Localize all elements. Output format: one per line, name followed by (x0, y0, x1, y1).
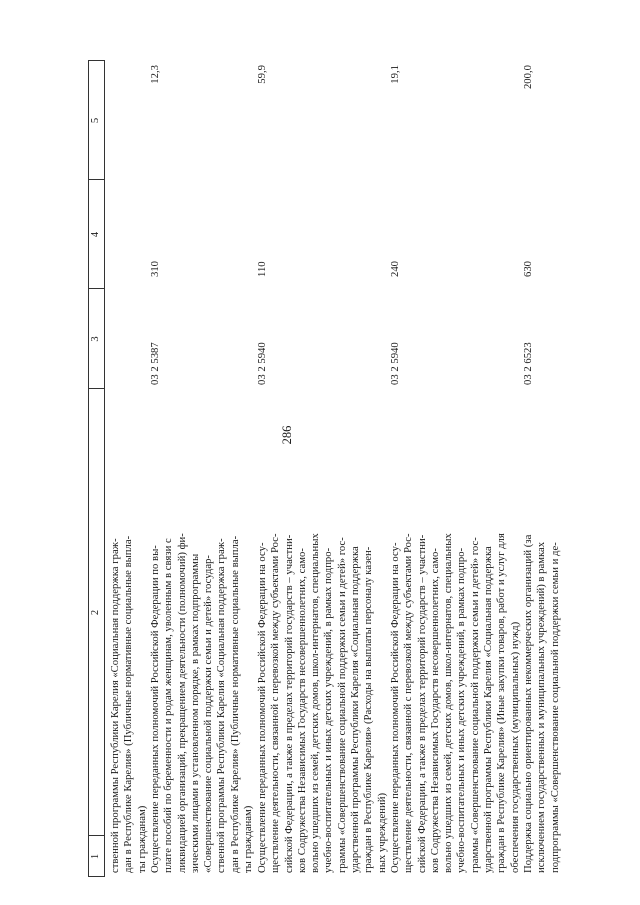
row-description: Поддержка социально ориентированных некоммерческих организаций (за исключением государственных и муниципальных учреждений) в рамках подпрограммы «Совершенствование социальной поддержки семьи и де- (522, 534, 561, 873)
row-description: Осуществление переданных полномочий Российской Федерации на осу- ществление деятельности, связанной с перевозкой между субъектами Рос- сийской Федерации, а также в пределах территорий государств – участни- ков Содружества Независимых Государств несовершеннолетних, само- вольно ушедших из семей, детских домов, школ-интернатов, специальных учебно-воспитательных и иных детских учреждений, в рамках подпро- граммы «Совершенствование социальной поддержки семьи и детей» гос- ударственной программы Республики Карелия «Социальная поддержка граждан в Республике Карелия» (Расходы на выплаты персоналу казен- ных учреждений) (256, 533, 388, 873)
column-header-1: 1 (90, 853, 101, 860)
row-code: 03 2 5940 (389, 342, 401, 385)
row-expense-type: 240 (389, 260, 401, 277)
row-description: Осуществление переданных полномочий Российской Федерации на осу- ществление деятельности, связанной с перевозкой между субъектами Рос- сийской Федерации, а также в пределах территорий государств – участни- ков Содружества Независимых Государств несовершеннолетних, само- вольно ушедших из семей, детских домов, школ-интернатов, специальных учебно-воспитательных и иных детских учреждений, в рамках подпро- граммы «Совершенствование социальной поддержки семьи и детей» гос- ударственной программы Республики Карелия «Социальная поддержка граждан в Республике Карелия» (Иные закупки товаров, работ и услуг для обеспечения государственных (муниципальных) нужд) (389, 533, 521, 873)
row-description: ственной программы Республики Карелия «Социальная поддержка граж- дан в Республике Карелия» (Публичные нормативные социальные выпла- ты гражданам) (109, 535, 148, 873)
row-amount: 19,1 (389, 65, 401, 84)
budget-table (88, 60, 628, 877)
row-amount: 59,9 (256, 65, 268, 84)
column-header-3: 3 (90, 336, 101, 342)
row-expense-type: 110 (256, 261, 268, 277)
row-amount: 12,3 (149, 65, 161, 84)
row-code: 03 2 5387 (149, 342, 161, 385)
row-code: 03 2 5940 (256, 342, 268, 385)
column-header-2: 2 (90, 609, 101, 616)
column-header-5: 5 (90, 117, 101, 124)
row-description: Осуществление переданных полномочий Российской Федерации по вы- плате пособий по беременности и родам женщинам, уволенным в связи с ликвидацией организаций, прекращением деятельности (полномочий) фи- зическими лицами в установленном порядке, в рамках подпрограммы «Совершенствование социальной поддержки семьи и детей» государ- ственной программы Республики Карелия «Социальная поддержка граж- дан в Республике Карелия» (Публичные нормативные социальные выпла- ты гражданам) (149, 533, 255, 873)
column-header-4: 4 (90, 231, 101, 238)
row-amount: 200,0 (522, 65, 534, 90)
row-code: 03 2 6523 (522, 342, 534, 385)
table-header-row (88, 60, 104, 877)
header-bottom-border (104, 60, 105, 877)
row-expense-type: 310 (149, 260, 161, 277)
page-number: 286 (280, 425, 294, 445)
row-expense-type: 630 (522, 260, 534, 277)
